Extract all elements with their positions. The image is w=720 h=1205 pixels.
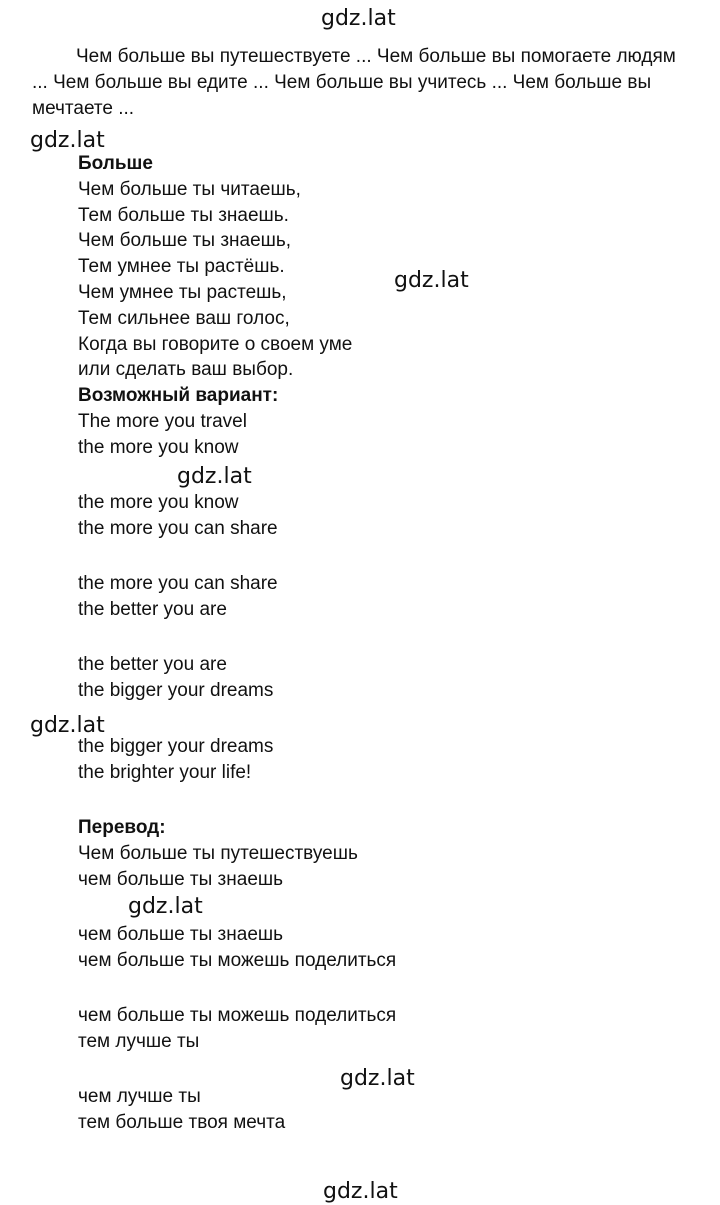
translation-line: чем больше ты знаешь (78, 868, 284, 890)
translation-line: чем лучше ты (78, 1086, 201, 1107)
variant-line: the bigger your dreams (78, 736, 274, 757)
watermark-right-2: gdz.lat (340, 1066, 415, 1091)
watermark-center-2: gdz.lat (128, 894, 203, 919)
variant-line: the more you know (78, 492, 239, 513)
poem-ru-line: Тем больше ты знаешь. (78, 204, 289, 226)
watermark-right-1: gdz.lat (394, 268, 469, 293)
watermark-top: gdz.lat (321, 6, 396, 31)
translation-stanza-2 (78, 922, 396, 974)
translation-stanza-1 (78, 815, 358, 892)
variant-heading: Возможный вариант: (78, 385, 279, 407)
poem-ru-line: Чем умнее ты растешь, (78, 281, 287, 303)
variant-line: the better you are (78, 598, 227, 620)
intro-paragraph (32, 44, 692, 122)
translation-line: Чем больше ты путешествуешь (78, 842, 358, 864)
translation-line: тем лучше ты (78, 1030, 200, 1052)
poem-ru-line: Когда вы говорите о своем уме (78, 333, 353, 355)
variant-line: The more you travel (78, 410, 247, 432)
poem-ru-line: Чем больше ты читаешь, (78, 178, 301, 200)
poem-ru-line: Тем сильнее ваш голос, (78, 307, 290, 329)
variant-stanza-2 (78, 490, 278, 542)
watermark-left-1: gdz.lat (30, 128, 105, 153)
variant-stanza-5 (78, 734, 273, 786)
watermark-bottom: gdz.lat (323, 1179, 398, 1204)
watermark-center-1: gdz.lat (177, 464, 252, 489)
variant-line: the brighter your life! (78, 761, 252, 783)
translation-stanza-4 (78, 1084, 285, 1136)
poem-ru-line: Тем умнее ты растёшь. (78, 256, 285, 278)
variant-line: the bigger your dreams (78, 679, 274, 701)
translation-line: тем больше твоя мечта (78, 1111, 286, 1133)
poem-ru-line: или сделать ваш выбор. (78, 359, 294, 381)
poem-ru (78, 151, 352, 461)
translation-heading: Перевод: (78, 817, 166, 838)
translation-line: чем больше ты можешь поделиться (78, 949, 397, 971)
variant-line: the more you can share (78, 517, 278, 539)
variant-line: the more you can share (78, 573, 278, 594)
intro-text: Чем больше вы путешествуете ... Чем больше вы помогаете людям ... Чем больше вы едите ... Чем больше вы учитесь ... Чем больше вы мечтаете ... (32, 46, 676, 119)
variant-line: the better you are (78, 654, 227, 675)
variant-stanza-4 (78, 652, 273, 704)
translation-line: чем больше ты знаешь (78, 924, 284, 945)
poem-ru-line: Чем больше ты знаешь, (78, 230, 292, 252)
variant-stanza-3 (78, 571, 278, 623)
translation-stanza-3 (78, 1003, 396, 1055)
variant-line: the more you know (78, 436, 239, 458)
poem-ru-title: Больше (78, 153, 153, 174)
watermark-left-2: gdz.lat (30, 713, 105, 738)
translation-line: чем больше ты можешь поделиться (78, 1005, 397, 1026)
